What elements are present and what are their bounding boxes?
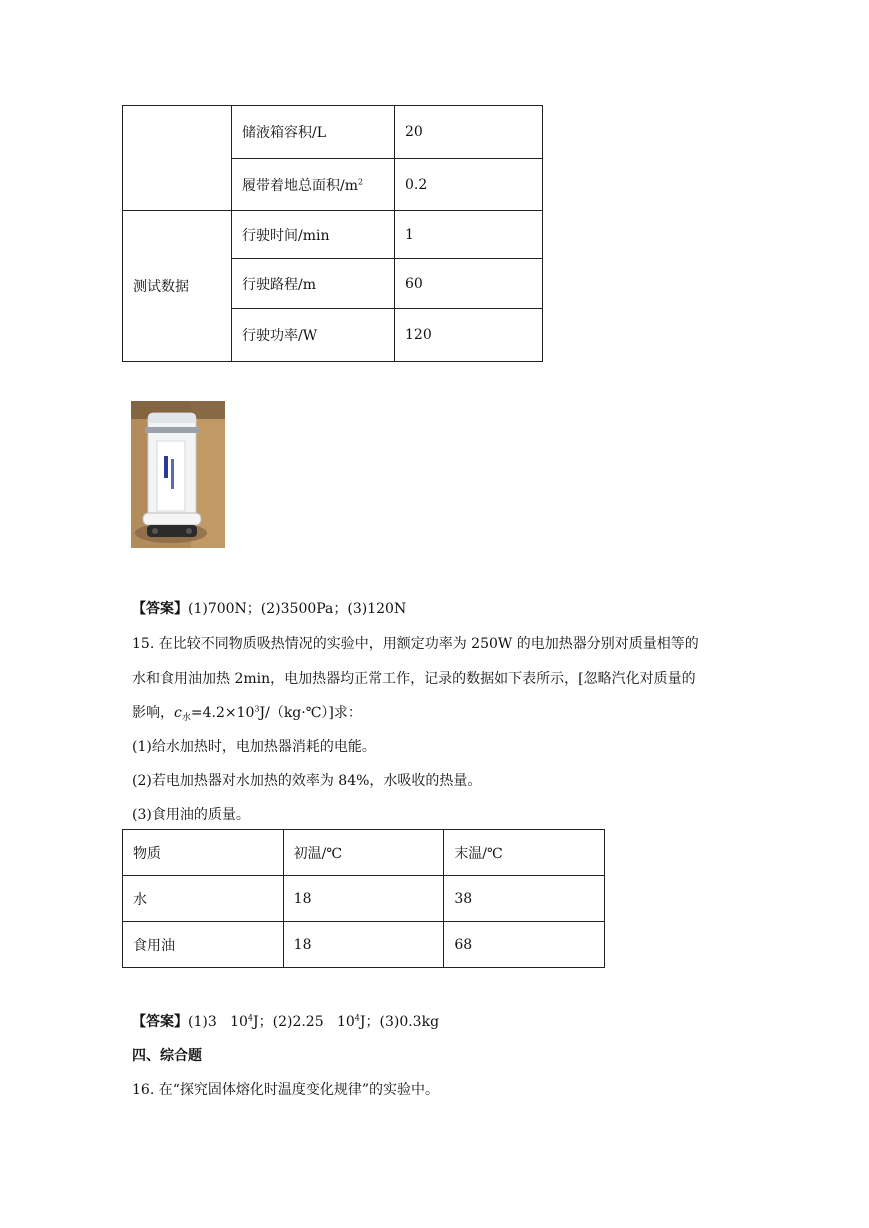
answer-text: (1)3 10 [188,1014,248,1030]
table-cell: 0.2 [395,159,543,211]
table-cell [123,106,232,211]
answer-text: (1)700N；(2)3500Pa；(3)120N [188,601,407,617]
robot-illustration [131,401,225,548]
robot-photo [131,401,225,548]
heat-table [122,829,605,968]
table-header-row [123,830,605,876]
table-cell: 18 [283,922,444,968]
table-row [123,922,605,968]
text: =4.2×10 [190,705,255,721]
answer-text: J；(3)0.3kg [359,1014,440,1030]
table-row [123,106,543,159]
sub-question: (3)食用油的质量。 [132,807,250,823]
sub-question: (2)若电加热器对水加热的效率为 84%，水吸收的热量。 [132,773,482,789]
text: 影响， [132,705,174,721]
section-title: 四、综合题 [132,1048,202,1064]
answer-tag: 【答案】 [132,1014,188,1030]
table-row [123,211,543,259]
table-cell-group-label: 测试数据 [123,211,232,362]
table-cell: 行驶路程/m [232,259,395,309]
table-cell [232,159,395,211]
table-cell: 60 [395,259,543,309]
table-cell: 120 [395,309,543,362]
table-cell: 68 [444,922,605,968]
superscript: 4 [354,1013,360,1023]
subscript: 水 [181,713,191,723]
table-header-cell: 物质 [123,830,284,876]
table-cell: 行驶时间/min [232,211,395,259]
symbol-c: c [174,705,182,721]
table-row [123,876,605,922]
table-cell: 行驶功率/W [232,309,395,362]
question-line: 15. 在比较不同物质吸热情况的实验中，用额定功率为 250W 的电加热器分别对质量相等的 [132,636,699,652]
question-line [132,702,362,723]
text: J/（kg·℃）]求： [259,705,362,721]
table-cell: 38 [444,876,605,922]
superscript: 2 [358,176,364,186]
superscript: 3 [254,704,260,714]
table-cell: 储液箱容积/L [232,106,395,159]
table-cell: 20 [395,106,543,159]
table-cell: 1 [395,211,543,259]
answer-line [132,1011,439,1031]
spec-table [122,105,543,362]
table-cell: 18 [283,876,444,922]
cell-text: 履带着地总面积/m [242,177,358,194]
answer-tag: 【答案】 [132,601,188,617]
question-line: 16. 在“探究固体熔化时温度变化规律”的实验中。 [132,1082,440,1098]
answer-line [132,598,406,618]
sub-question: (1)给水加热时，电加热器消耗的电能。 [132,739,376,755]
question-line: 水和食用油加热 2min，电加热器均正常工作，记录的数据如下表所示，[忽略汽化对质量的 [132,671,696,687]
table-cell: 食用油 [123,922,284,968]
superscript: 4 [247,1013,253,1023]
table-header-cell: 初温/℃ [283,830,444,876]
table-cell: 水 [123,876,284,922]
table-header-cell: 末温/℃ [444,830,605,876]
answer-text: J；(2)2.25 10 [253,1014,355,1030]
